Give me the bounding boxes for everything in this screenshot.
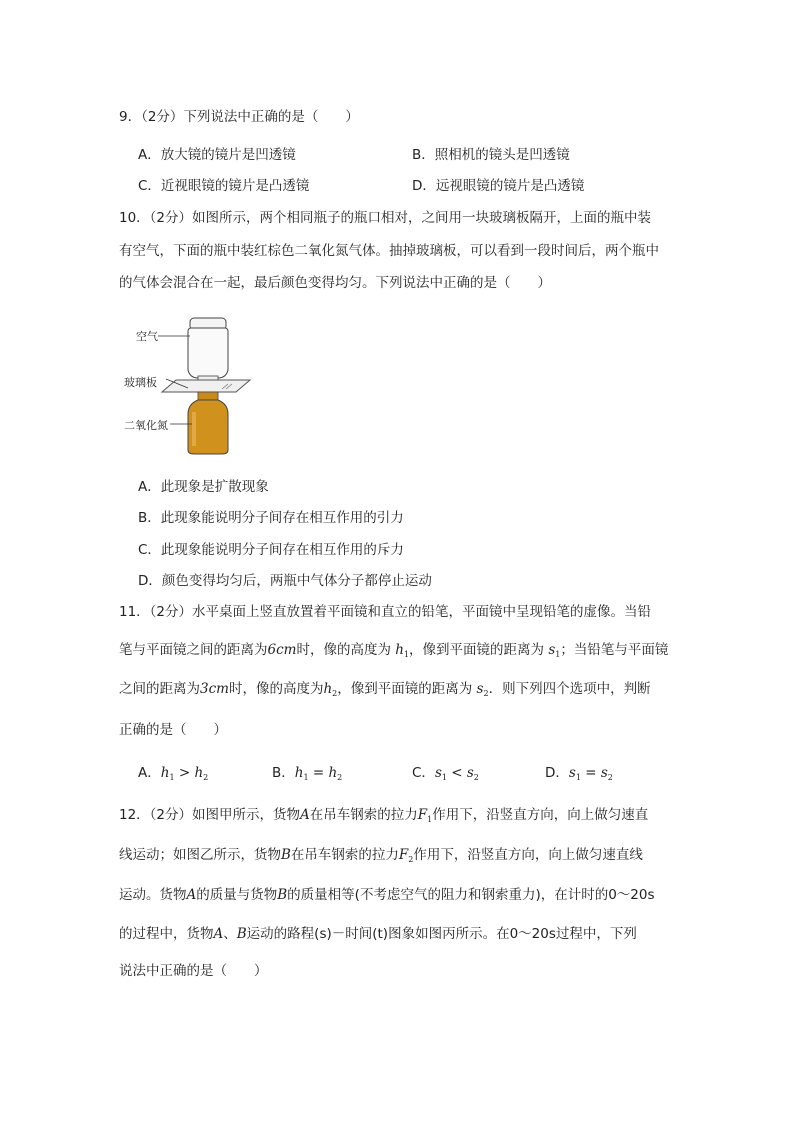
q10-option-a[interactable]: A．此现象是扩散现象: [138, 479, 269, 495]
q12-stem-line1: 12．（2分）如图甲所示，货物A在吊车钢索的拉力$F_1$作用下，沿竖直方向，向上做匀速直: [119, 807, 649, 824]
q10-option-b[interactable]: B．此现象能说明分子间存在相互作用的引力: [138, 510, 404, 526]
q11-stem-line2: 笔与平面镜之间的距离为6cm时，像的高度为 $h_1$，像到平面镜的距离为 $s_1$；当铅笔与平面镜: [119, 642, 669, 659]
q9-option-b[interactable]: B．照相机的镜头是凹透镜: [412, 147, 570, 163]
q11-option-a[interactable]: A．$h_1 > h_2$: [138, 765, 209, 782]
q10-stem-line3: 的气体会混合在一起，最后颜色变得均匀。下列说法中正确的是（ ）: [119, 275, 551, 291]
q9-option-c[interactable]: C．近视眼镜的镜片是凸透镜: [138, 178, 310, 194]
q11-stem-line1: 11．（2分）水平桌面上竖直放置着平面镜和直立的铅笔，平面镜中呈现铅笔的虚像。当铅: [119, 604, 652, 620]
q11-stem-line4: 正确的是（ ）: [119, 722, 227, 738]
q11-option-d[interactable]: D．$s_1 = s_2$: [545, 765, 613, 782]
distance-3cm: 3cm: [200, 681, 229, 697]
q9-option-a[interactable]: A．放大镜的镜片是凹透镜: [138, 147, 296, 163]
q11-stem-line3: 之间的距离为3cm时，像的高度为$h_2$，像到平面镜的距离为 $s_2$．则下列四个选项中，判断: [119, 681, 651, 698]
q12-stem-line3: 运动。货物A的质量与货物B的质量相等(不考虑空气的阻力和钢索重力)，在计时的0～20s: [119, 887, 655, 903]
q10-stem-line1: 10．（2分）如图所示，两个相同瓶子的瓶口相对，之间用一块玻璃板隔开，上面的瓶中装: [119, 210, 652, 226]
q12-stem-line5: 说法中正确的是（ ）: [119, 963, 268, 979]
q9-option-d[interactable]: D．远视眼镜的镜片是凸透镜: [412, 178, 585, 194]
q10-option-c[interactable]: C．此现象能说明分子间存在相互作用的斥力: [138, 542, 404, 558]
q11-option-c[interactable]: C．$s_1 < s_2$: [412, 765, 479, 782]
q11-option-b[interactable]: B．$h_1 = h_2$: [272, 765, 343, 782]
label-glass-plate: 玻璃板: [124, 376, 157, 389]
label-no2: 二氧化氮: [124, 419, 168, 432]
q9-stem: 9．（2分）下列说法中正确的是（ ）: [119, 109, 359, 125]
label-air: 空气: [136, 330, 158, 343]
q12-stem-line4: 的过程中，货物A、B运动的路程(s)－时间(t)图象如图丙所示。在0～20s过程中，下列: [119, 926, 637, 942]
distance-6cm: 6cm: [267, 642, 297, 658]
diffusion-bottles-figure: [118, 312, 278, 462]
q12-stem-line2: 线运动；如图乙所示，货物B在吊车钢索的拉力$F_2$作用下，沿竖直方向，向上做匀速直线: [119, 847, 643, 864]
q10-stem-line2: 有空气，下面的瓶中装红棕色二氧化氮气体。抽掉玻璃板，可以看到一段时间后，两个瓶中: [119, 243, 659, 259]
q10-option-d[interactable]: D．颜色变得均匀后，两瓶中气体分子都停止运动: [138, 573, 432, 589]
